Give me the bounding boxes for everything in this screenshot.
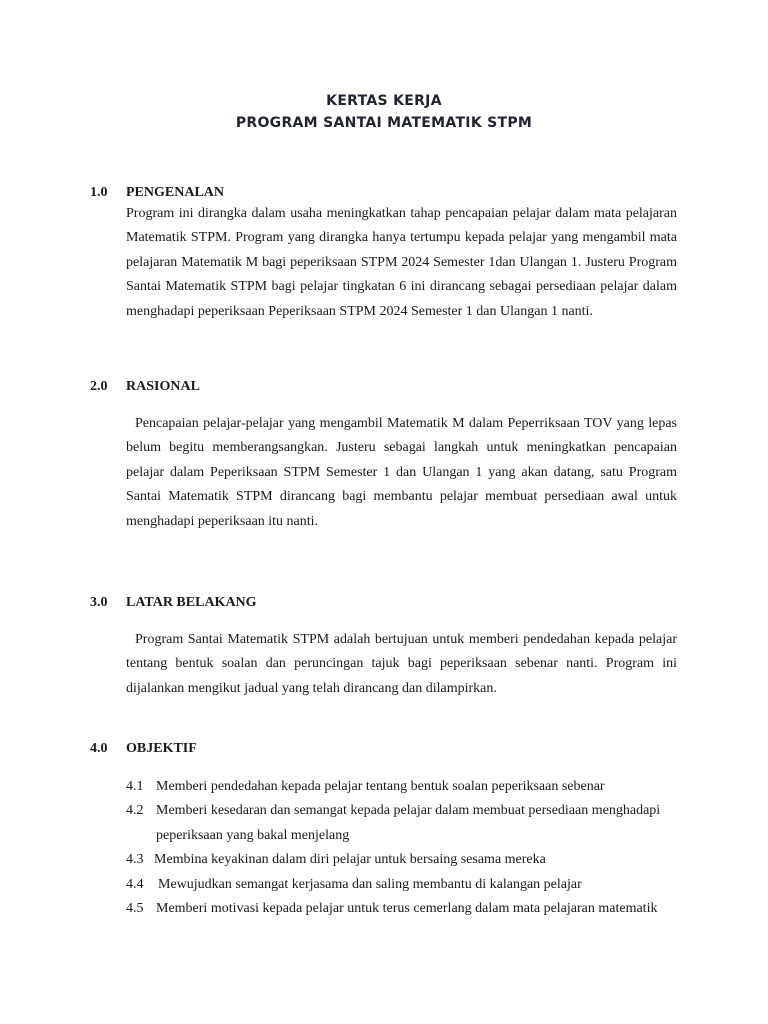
section-title: OBJEKTIF [126, 741, 197, 756]
objective-item [126, 873, 686, 897]
section-body-rasional: Pencapaian pelajar-pelajar yang mengambil Matematik M dalam Peperriksaan TOV yang lepas belum begitu memberangsangkan. Justeru sebagai langkah untuk meningkatkan pencapaian pelajar dalam Peperiksaan STPM Semester 1 dan Ulangan 1 yang akan datang, satu Program Santai Matematik STPM dirancang bagi membantu pelajar membuat persediaan awal untuk menghadapi peperiksaan itu nanti. [126, 416, 677, 529]
objective-number: 4.1 [126, 779, 144, 794]
document-subtitle: PROGRAM SANTAI MATEMATIK STPM [235, 115, 533, 131]
section-body-latar-belakang: Program Santai Matematik STPM adalah bertujuan untuk memberi pendedahan kepada pelajar tentang bentuk soalan dan peruncingan tajuk bagi peperiksaan sebenar nanti. Program ini dijalankan mengikut jadual yang telah dirancang dan dilampirkan. [126, 632, 677, 696]
objective-item [126, 848, 686, 872]
objective-text-continuation: peperiksaan yang bakal menjelang [156, 828, 350, 843]
objective-text: Membina keyakinan dalam diri pelajar untuk bersaing sesama mereka [154, 852, 546, 867]
section-number: 1.0 [90, 185, 108, 200]
objective-item [126, 799, 686, 823]
section-title: PENGENALAN [126, 185, 225, 200]
section-number: 4.0 [90, 741, 108, 756]
section-title: LATAR BELAKANG [126, 595, 257, 610]
objective-number: 4.2 [126, 803, 144, 818]
objective-text: Memberi kesedaran dan semangat kepada pelajar dalam membuat persediaan menghadapi [156, 803, 661, 818]
objective-text: Mewujudkan semangat kerjasama dan saling membantu di kalangan pelajar [158, 877, 582, 892]
section-heading-pengenalan [90, 185, 224, 201]
section-heading-latar-belakang [90, 595, 257, 611]
objective-number: 4.3 [126, 852, 144, 867]
document-title: KERTAS KERJA [326, 93, 442, 109]
section-number: 2.0 [90, 379, 108, 394]
objective-item [126, 897, 686, 921]
objective-text: Memberi motivasi kepada pelajar untuk terus cemerlang dalam mata pelajaran matematik [156, 901, 658, 916]
objective-number: 4.5 [126, 901, 144, 916]
objective-item [126, 775, 686, 799]
objective-text: Memberi pendedahan kepada pelajar tentang bentuk soalan peperiksaan sebenar [156, 779, 605, 794]
section-heading-rasional [90, 379, 200, 395]
section-heading-objektif [90, 741, 197, 757]
objective-number: 4.4 [126, 877, 144, 892]
section-body-pengenalan: Program ini dirangka dalam usaha meningkatkan tahap pencapaian pelajar dalam mata pelajaran Matematik STPM. Program yang dirangka hanya tertumpu kepada pelajar yang mengambil mata pelajaran Matematik M bagi peperiksaan STPM 2024 Semester 1dan Ulangan 1. Justeru Program Santai Matematik STPM bagi pelajar tingkatan 6 ini dirancang sebagai persediaan pelajar dalam menghadapi peperiksaan Peperiksaan STPM 2024 Semester 1 dan Ulangan 1 nanti. [126, 206, 677, 319]
section-number: 3.0 [90, 595, 108, 610]
section-title: RASIONAL [126, 379, 200, 394]
